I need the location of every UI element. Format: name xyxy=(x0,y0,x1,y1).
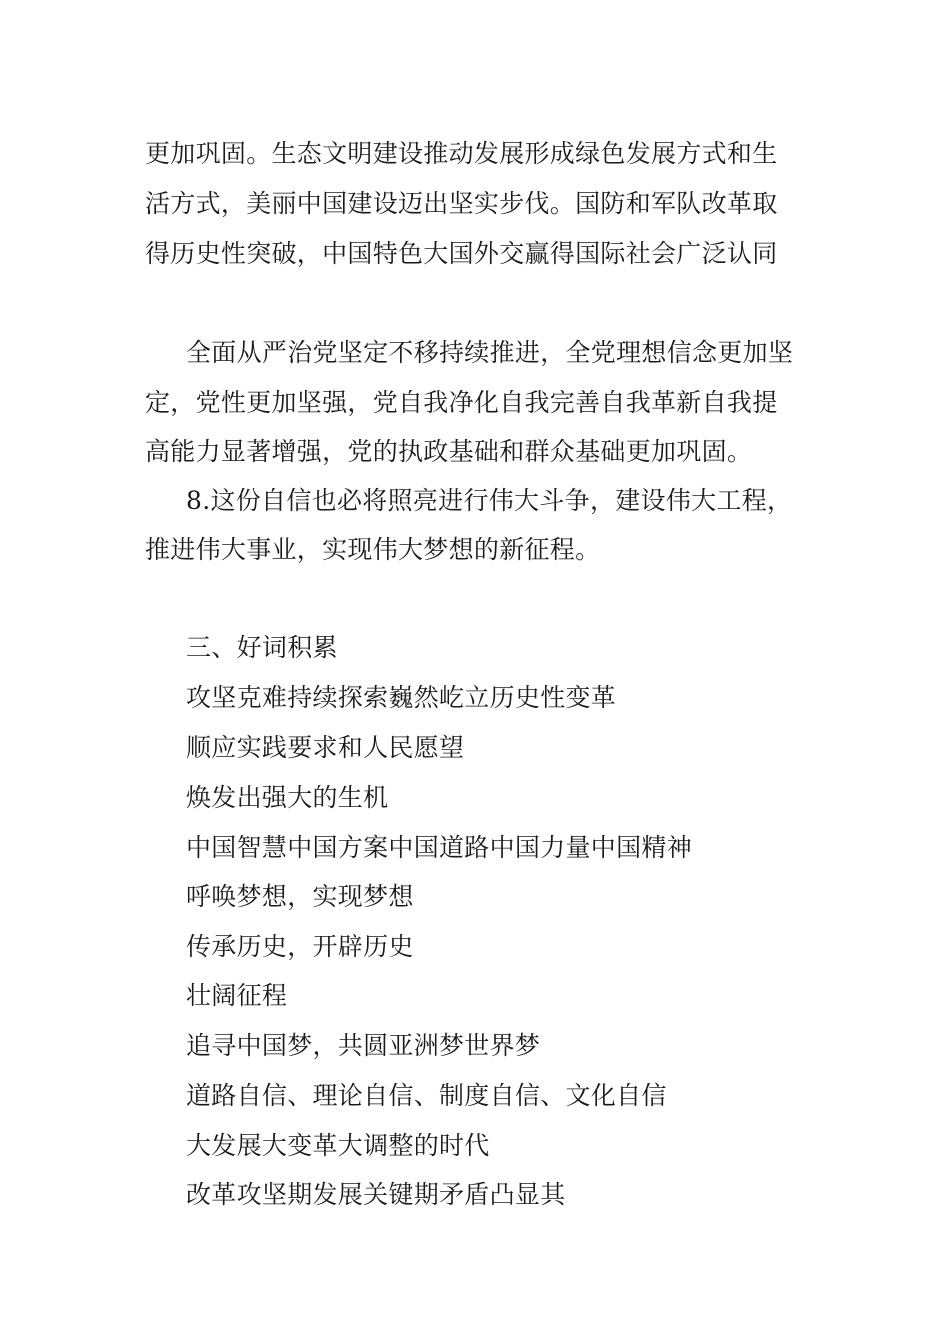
list-item: 中国智慧中国方案中国道路中国力量中国精神 xyxy=(186,833,693,862)
text-line: 全面从严治党坚定不移持续推进，全党理想信念更加坚 xyxy=(186,338,794,367)
text-line: 8.这份自信也必将照亮进行伟大斗争，建设伟大工程， xyxy=(186,486,793,515)
list-item: 焕发出强大的生机 xyxy=(186,783,389,812)
list-item: 改革攻坚期发展关键期矛盾凸显其 xyxy=(186,1180,566,1209)
text-line: 得历史性突破，中国特色大国外交赢得国际社会广泛认同 xyxy=(145,239,778,268)
section-heading: 三、好词积累 xyxy=(186,633,338,662)
list-item: 道路自信、理论自信、制度自信、文化自信 xyxy=(186,1081,667,1110)
text-line: 高能力显著增强，党的执政基础和群众基础更加巩固。 xyxy=(145,437,753,466)
text-line: 推进伟大事业，实现伟大梦想的新征程。 xyxy=(145,535,601,564)
list-item: 攻坚克难持续探索巍然屹立历史性变革 xyxy=(186,683,617,712)
list-item: 壮阔征程 xyxy=(186,981,288,1010)
list-item: 呼唤梦想，实现梦想 xyxy=(186,882,414,911)
list-item: 追寻中国梦，共圆亚洲梦世界梦 xyxy=(186,1031,541,1060)
list-item: 大发展大变革大调整的时代 xyxy=(186,1131,490,1160)
text-line: 定，党性更加坚强，党自我净化自我完善自我革新自我提 xyxy=(145,388,778,417)
list-item: 顺应实践要求和人民愿望 xyxy=(186,733,465,762)
text-line: 活方式，美丽中国建设迈出坚实步伐。国防和军队改革取 xyxy=(145,189,778,218)
text-line: 更加巩固。生态文明建设推动发展形成绿色发展方式和生 xyxy=(145,139,778,168)
list-item: 传承历史，开辟历史 xyxy=(186,932,414,961)
